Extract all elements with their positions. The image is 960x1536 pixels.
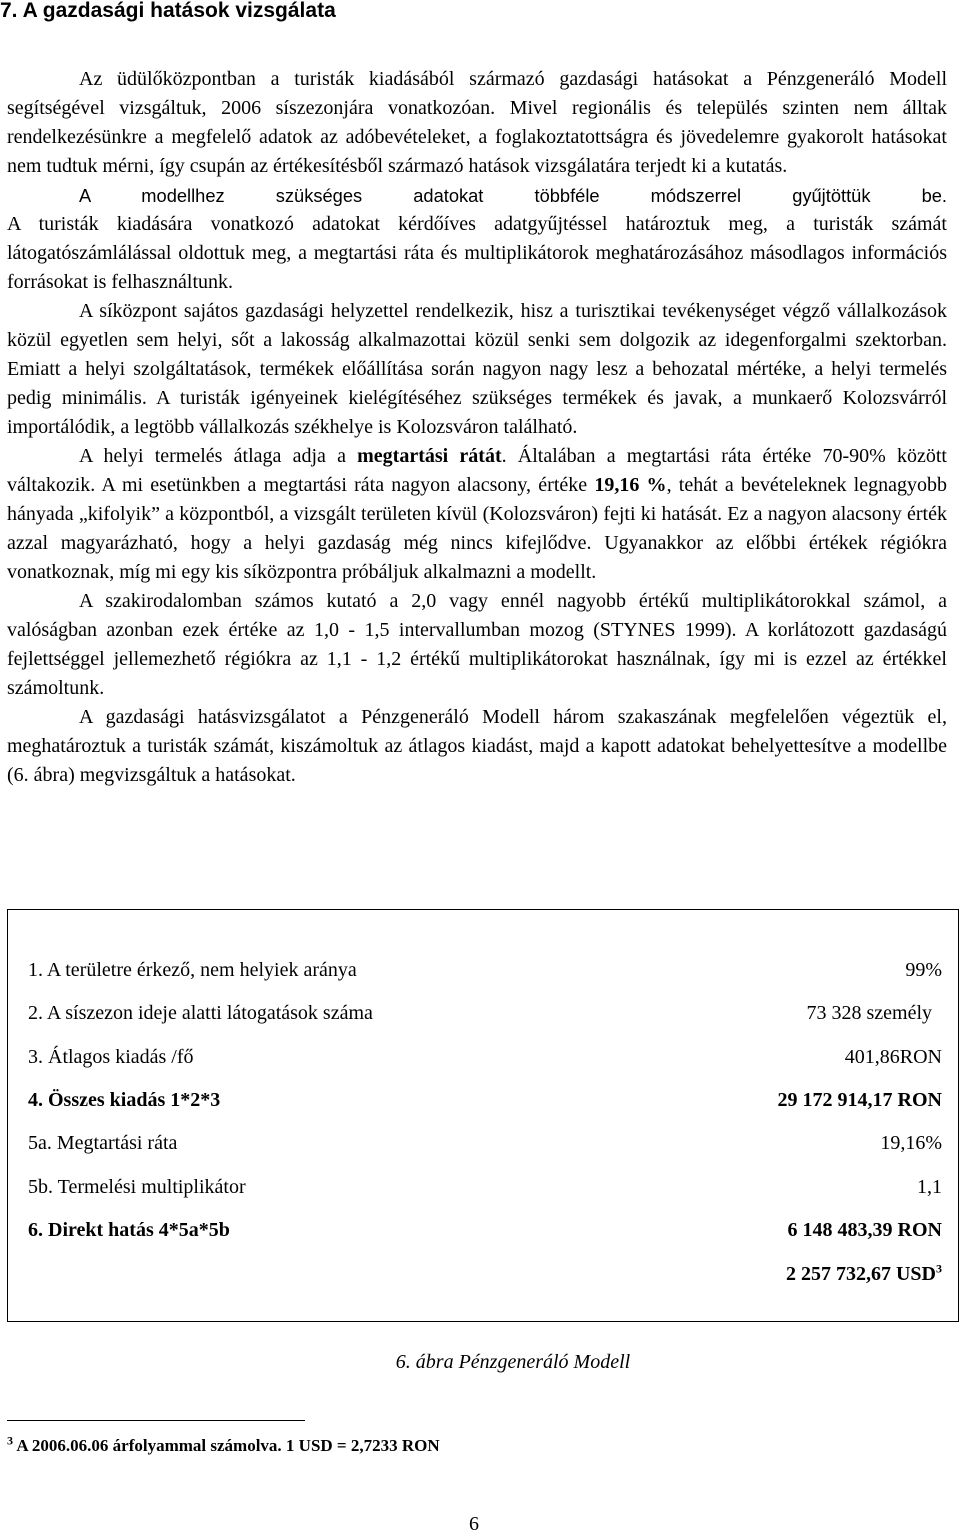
row-label: 3. Átlagos kiadás /fő: [28, 1046, 194, 1068]
row-value: 19,16%: [880, 1132, 942, 1154]
paragraph-assessment: A gazdasági hatásvizsgálatot a Pénzgeneráló Modell három szakaszának megfelelően végeztük el, meghatároztuk a turisták számát, kiszámoltuk az átlagos kiadást, majd a kapott adatokat behelyettesítve a modellbe (6. ábra) megvizsgáltuk a hatásokat.: [7, 706, 947, 786]
row-value: 6 148 483,39 RON: [787, 1219, 942, 1241]
footnote-rule: [7, 1420, 305, 1421]
footnote-mark: 3: [7, 1433, 13, 1448]
row-label: 5a. Megtartási ráta: [28, 1132, 178, 1154]
row-label: 4. Összes kiadás 1*2*3: [28, 1089, 221, 1111]
row-label: 5b. Termelési multiplikátor: [28, 1176, 246, 1198]
row-value: 29 172 914,17 RON: [777, 1089, 942, 1111]
retention-rate-value: 19,16 %: [594, 474, 667, 496]
footnote: [7, 1433, 440, 1459]
figure-caption: 6. ábra Pénzgeneráló Modell: [395, 1351, 631, 1373]
paragraph-ski-resort: A síközpont sajátos gazdasági helyzettel rendelkezik, hisz a turisztikai tevékenységet végző vállalkozások közül egyetlen sem helyi, sőt a lakosság alkalmazottai közül senki sem dolgozik az idegenforgalmi szektorban. Emiatt a helyi szolgáltatások, termékek előállítása során nagyon nagy lesz a behozatal mértéke, a helyi termelés pedig minimális. A turisták igényeinek kielégítéséhez szükséges termékek és javak, a munkaerő Kolozsvárról importálódik, a legtöbb vállalkozás székhelye is Kolozsváron található.: [7, 300, 947, 438]
paragraph-intro: Az üdülőközpontban a turisták kiadásából származó gazdasági hatásokat a Pénzgeneráló Modell segítségével vizsgáltuk, 2006 síszezonjára vonatkozóan. Mivel regionális és település szinten nem álltak rendelkezésünkre a megfelelő adatok az adóbevételeket, a foglakoztatottságra és jövedelemre gyakorolt hatásokat nem tudtuk mérni, így csupán az értékesítésből származó hatások vizsgálatára terjedt ki a kutatás.: [7, 68, 947, 177]
paragraph-methods-lead: A modellhez szükséges adatokat többféle módszerrel gyűjtöttük be.: [79, 185, 947, 206]
paragraph-retention-rate: A helyi termelés átlaga adja a megtartási rátát. Általában a megtartási ráta értéke 70-90% között váltakozik. A mi esetünkben a megtartási ráta nagyon alacsony, értéke 19,16 %, tehát a bevételeknek legnagyobb hányada „kifolyik” a központból, a vizsgált területen kívül (Kolozsváron) fejti ki hatását. Ez a nagyon alacsony érték azzal magyarázható, hogy a helyi gazdaság még nincs kifejlődve. Ugyanakkor az előbbi értékek régiókra vonatkoznak, míg mi egy kis síközpontra próbáljuk alkalmazni a modellt.: [7, 445, 947, 583]
paragraph-methods: A turisták kiadására vonatkozó adatokat kérdőíves adatgyűjtéssel határoztuk meg, a turisták számát látogatószámlálással oldottuk meg, a megtartási ráta és multiplikátorok meghatározásához másodlagos információs forrásokat is felhasználtunk.: [7, 213, 947, 293]
page-number: 6: [469, 1513, 479, 1535]
retention-rate-term: megtartási rátát: [357, 445, 502, 467]
table-row: [28, 955, 942, 985]
table-row: [28, 998, 942, 1028]
row-value: 73 328 személy: [806, 1002, 932, 1024]
table-row: [28, 1042, 942, 1072]
row-value: 1,1: [917, 1176, 942, 1198]
row-label: 6. Direkt hatás 4*5a*5b: [28, 1219, 230, 1241]
row-label: 2. A síszezon ideje alatti látogatások száma: [28, 1002, 373, 1024]
row-label: 1. A területre érkező, nem helyiek aránya: [28, 959, 357, 981]
row-value-usd: 2 257 732,67 USD$^3$: [785, 1261, 942, 1285]
table-row: [28, 1128, 942, 1158]
model-table-box: [7, 909, 959, 1322]
body-text: [7, 65, 947, 790]
footnote-reference: 3: [936, 1261, 942, 1276]
paragraph-multiplier: A szakirodalomban számos kutató a 2,0 vagy ennél nagyobb értékű multiplikátorokkal számol, a valóságban azonban ezek értéke az 1,0 - 1,5 intervallumban mozog (STYNES 1999). A korlátozott gazdaságú fejlettséggel jellemezhető régiókra az 1,1 - 1,2 értékű multiplikátorokat használnak, így mi is ezzel az értékkel számoltunk.: [7, 590, 947, 699]
footnote-text: A 2006.06.06 árfolyammal számolva. 1 USD = 2,7233 RON: [16, 1436, 440, 1455]
row-value: 401,86RON: [844, 1046, 942, 1068]
table-row-usd: [28, 1259, 942, 1289]
table-row: [28, 1085, 942, 1115]
row-value: 99%: [905, 959, 942, 981]
table-row: [28, 1172, 942, 1202]
table-row: [28, 1215, 942, 1245]
section-heading: 7. A gazdasági hatások vizsgálata: [0, 0, 336, 22]
